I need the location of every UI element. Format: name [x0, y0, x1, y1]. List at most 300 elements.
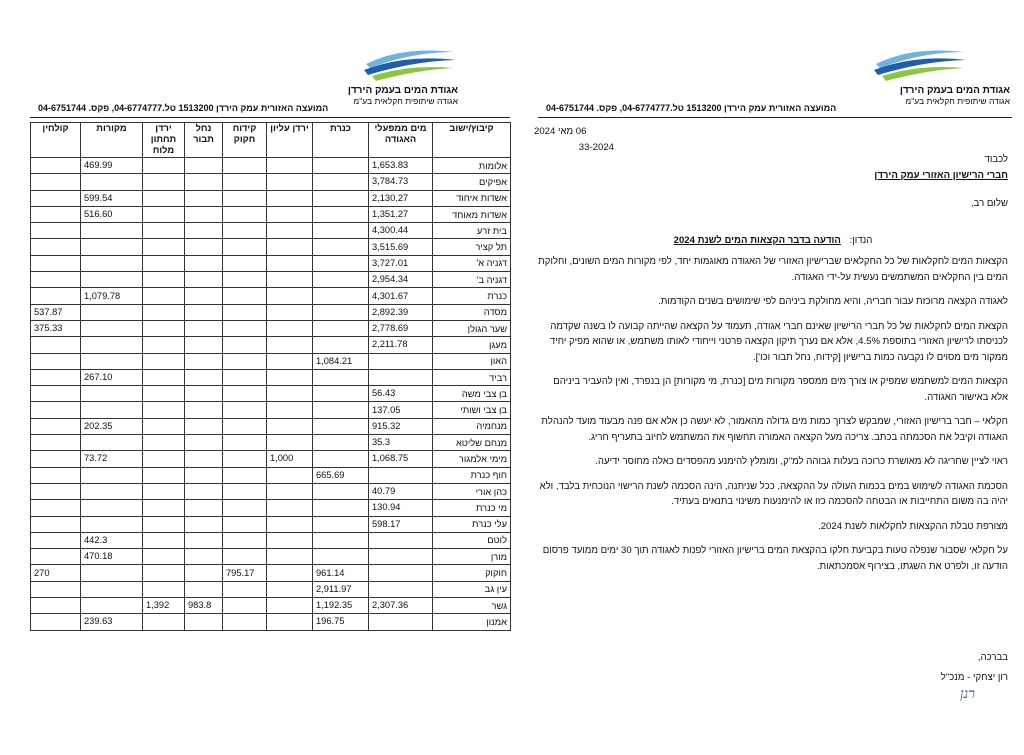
- value-cell: 442.3: [81, 532, 143, 548]
- table-row: [31, 206, 511, 222]
- value-cell: [143, 418, 185, 434]
- value-cell: [223, 549, 267, 565]
- signature-text: רנן: [960, 686, 975, 702]
- settlement-cell: לוטם: [433, 532, 511, 548]
- value-cell: [31, 288, 81, 304]
- value-cell: [223, 500, 267, 516]
- value-cell: [185, 223, 223, 239]
- value-cell: [313, 320, 369, 336]
- org-name: אגודת המים בעמק הירדן: [347, 85, 458, 96]
- value-cell: 196.75: [313, 614, 369, 630]
- value-cell: [313, 288, 369, 304]
- value-cell: [185, 158, 223, 174]
- value-cell: 1,351.27: [369, 206, 433, 222]
- value-cell: [31, 386, 81, 402]
- value-cell: [81, 386, 143, 402]
- letter-greeting: שלום רב,: [971, 198, 1008, 209]
- value-cell: [31, 369, 81, 385]
- value-cell: 202.35: [81, 418, 143, 434]
- settlement-cell: בן צבי משה: [433, 386, 511, 402]
- value-cell: [313, 206, 369, 222]
- value-cell: [267, 272, 313, 288]
- value-cell: [81, 581, 143, 597]
- value-cell: [267, 483, 313, 499]
- value-cell: [223, 467, 267, 483]
- table-row: [31, 255, 511, 271]
- value-cell: 56.43: [369, 386, 433, 402]
- value-cell: 470.18: [81, 549, 143, 565]
- value-cell: [185, 386, 223, 402]
- value-cell: [369, 581, 433, 597]
- table-row: [31, 353, 511, 369]
- table-row: [31, 598, 511, 614]
- table-row: [31, 483, 511, 499]
- value-cell: [223, 353, 267, 369]
- letter-reference: 33-2024: [578, 141, 614, 153]
- value-cell: [31, 516, 81, 532]
- value-cell: [143, 337, 185, 353]
- table-row: [31, 565, 511, 581]
- value-cell: [31, 467, 81, 483]
- column-header: ירדן תחתון מלוח: [143, 123, 185, 158]
- value-cell: [313, 239, 369, 255]
- value-cell: [313, 272, 369, 288]
- value-cell: [143, 223, 185, 239]
- value-cell: 3,515.69: [369, 239, 433, 255]
- value-cell: [185, 581, 223, 597]
- settlement-cell: עין גב: [433, 581, 511, 597]
- value-cell: 73.72: [81, 451, 143, 467]
- value-cell: [369, 467, 433, 483]
- org-subtitle: אגודה שיתופית חקלאית בע"מ: [905, 96, 1010, 106]
- value-cell: [143, 581, 185, 597]
- value-cell: [267, 435, 313, 451]
- value-cell: [223, 272, 267, 288]
- value-cell: [185, 435, 223, 451]
- value-cell: [267, 386, 313, 402]
- table-row: [31, 272, 511, 288]
- value-cell: [143, 320, 185, 336]
- value-cell: [81, 565, 143, 581]
- value-cell: [313, 451, 369, 467]
- value-cell: [31, 598, 81, 614]
- paragraph-1: הקצאות המים לחקלאות של כל החקלאים שברישיון האזורי של האגודה מאוגמות יחד, לפי מקורות המים השונים, וחלוקת המים בין החקלאים המשתמשים נעשית על-ידי האגודה.: [538, 256, 1008, 283]
- value-cell: [185, 451, 223, 467]
- value-cell: [267, 418, 313, 434]
- value-cell: [223, 337, 267, 353]
- value-cell: [81, 174, 143, 190]
- value-cell: [143, 369, 185, 385]
- value-cell: [313, 435, 369, 451]
- value-cell: 516.60: [81, 206, 143, 222]
- value-cell: [267, 320, 313, 336]
- addressee-to: לכבוד: [984, 154, 1008, 165]
- value-cell: 2,954.34: [369, 272, 433, 288]
- column-header: כנרת: [313, 123, 369, 158]
- value-cell: 2,130.27: [369, 190, 433, 206]
- value-cell: [313, 402, 369, 418]
- value-cell: [313, 223, 369, 239]
- value-cell: 598.17: [369, 516, 433, 532]
- value-cell: [267, 500, 313, 516]
- value-cell: 375.33: [31, 320, 81, 336]
- value-cell: [81, 272, 143, 288]
- column-header: קידוח חקוק: [223, 123, 267, 158]
- value-cell: [267, 223, 313, 239]
- value-cell: 2,911.97: [313, 581, 369, 597]
- value-cell: [31, 500, 81, 516]
- value-cell: [185, 516, 223, 532]
- value-cell: [31, 581, 81, 597]
- value-cell: [31, 239, 81, 255]
- value-cell: [143, 549, 185, 565]
- handwritten-signature: [960, 686, 975, 703]
- value-cell: [223, 174, 267, 190]
- table-row: [31, 581, 511, 597]
- value-cell: [143, 239, 185, 255]
- addressee-recipients: חברי הרישיון האזורי עמק הירדן: [874, 169, 1008, 181]
- column-header: מקורות: [81, 123, 143, 158]
- value-cell: [31, 223, 81, 239]
- letter-page: [520, 0, 1024, 755]
- value-cell: [313, 255, 369, 271]
- table-row: [31, 223, 511, 239]
- letter-subject: [538, 233, 1008, 249]
- value-cell: 1,000: [267, 451, 313, 467]
- value-cell: [81, 467, 143, 483]
- column-header: מים ממפעלי האגודה: [369, 123, 433, 158]
- value-cell: [81, 598, 143, 614]
- value-cell: [267, 158, 313, 174]
- value-cell: [143, 190, 185, 206]
- paragraph-4: הקצאות המים למשתמש שמפיק או צורך מים ממספר מקורות מים [כנרת, מי מקורות] הן בנפרד, ואין להעביר ביניהם אלא באישור האגודה.: [553, 376, 1008, 403]
- value-cell: [185, 337, 223, 353]
- settlement-cell: בן צבי ושותי: [433, 402, 511, 418]
- value-cell: [185, 272, 223, 288]
- value-cell: [369, 565, 433, 581]
- value-cell: [185, 418, 223, 434]
- table-row: [31, 500, 511, 516]
- settlement-cell: כנרת: [433, 288, 511, 304]
- value-cell: 35.3: [369, 435, 433, 451]
- table-row: [31, 320, 511, 336]
- value-cell: [31, 402, 81, 418]
- org-logo-icon: [362, 44, 458, 84]
- value-cell: 2,211.78: [369, 337, 433, 353]
- value-cell: [313, 190, 369, 206]
- settlement-cell: חוקוק: [433, 565, 511, 581]
- value-cell: [185, 174, 223, 190]
- org-name: אגודת המים בעמק הירדן: [899, 85, 1010, 96]
- value-cell: [267, 369, 313, 385]
- settlement-cell: אשדות מאוחד: [433, 206, 511, 222]
- contact-line: המועצה האזורית עמק הירדן 1513200 טל.04-6774777, פקס. 04-6751744: [38, 103, 329, 113]
- settlement-cell: מעגן: [433, 337, 511, 353]
- value-cell: [81, 483, 143, 499]
- org-caption: [308, 86, 458, 106]
- value-cell: [143, 255, 185, 271]
- value-cell: [223, 223, 267, 239]
- value-cell: [369, 549, 433, 565]
- table-row: [31, 386, 511, 402]
- value-cell: [143, 532, 185, 548]
- value-cell: [143, 467, 185, 483]
- value-cell: [267, 516, 313, 532]
- value-cell: 4,300.44: [369, 223, 433, 239]
- value-cell: [81, 239, 143, 255]
- value-cell: [223, 483, 267, 499]
- value-cell: [143, 402, 185, 418]
- value-cell: 270: [31, 565, 81, 581]
- value-cell: 599.54: [81, 190, 143, 206]
- value-cell: [31, 255, 81, 271]
- value-cell: 239.63: [81, 614, 143, 630]
- table-row: [31, 239, 511, 255]
- value-cell: [267, 614, 313, 630]
- value-cell: 915.32: [369, 418, 433, 434]
- table-row: [31, 467, 511, 483]
- value-cell: [31, 614, 81, 630]
- settlement-cell: מימי אלמגור: [433, 451, 511, 467]
- value-cell: [223, 158, 267, 174]
- value-cell: 130.94: [369, 500, 433, 516]
- value-cell: 795.17: [223, 565, 267, 581]
- value-cell: [185, 500, 223, 516]
- paragraph-7: הסכמת האגודה לשימוש במים בכמות העולה על ההקצאה, ככל שניתנה, הינה הסכמה לשנת הרישוי הנוכחית בלבד, ולא יהיה בה משום התחייבות או הבטחה להסכמה כזו או להימנעות משינוי בתנאים בעתיד.: [539, 480, 1008, 507]
- value-cell: 3,784.73: [369, 174, 433, 190]
- value-cell: [267, 255, 313, 271]
- value-cell: [31, 451, 81, 467]
- value-cell: [81, 223, 143, 239]
- value-cell: [143, 483, 185, 499]
- value-cell: [185, 532, 223, 548]
- value-cell: [143, 451, 185, 467]
- settlement-cell: מי כנרת: [433, 500, 511, 516]
- value-cell: [223, 304, 267, 320]
- value-cell: [313, 174, 369, 190]
- table-row: [31, 402, 511, 418]
- settlement-cell: אמנון: [433, 614, 511, 630]
- org-logo-icon: [872, 44, 968, 84]
- value-cell: [267, 304, 313, 320]
- value-cell: 2,778.69: [369, 320, 433, 336]
- subject-prefix: הנדון:: [849, 235, 873, 246]
- column-header: נחל תבור: [185, 123, 223, 158]
- paragraph-5: חקלאי – חבר ברישיון האזורי, שמבקש לצרוך כמות מים גדולה מהאמור, לא יעשה כן אלא אם פנה מבעוד מועד להנהלת האגודה וקיבל את הסכמתה בכתב. צריכה מעל הקצאה האמורה תחשוף את המשתמש לחיוב בתעריף חריג.: [541, 416, 1008, 443]
- value-cell: [185, 288, 223, 304]
- table-row: [31, 516, 511, 532]
- table-row: [31, 614, 511, 630]
- letter-addressee: [708, 152, 1008, 183]
- value-cell: [313, 549, 369, 565]
- table-row: [31, 418, 511, 434]
- value-cell: [313, 369, 369, 385]
- value-cell: 137.05: [369, 402, 433, 418]
- letter-closing: בברכה,: [977, 652, 1008, 663]
- value-cell: 1,084.21: [313, 353, 369, 369]
- paragraph-9: על חקלאי שסבור שנפלה טעות בקביעת חלקו בהקצאת המים ברישיון האזורי לפנות לאגודה תוך 30 ימים ממועד פרסום הודעה זו, ולפרט את השגתו, בצירוף אסמכתאות.: [542, 545, 1008, 572]
- value-cell: [81, 500, 143, 516]
- value-cell: [143, 516, 185, 532]
- value-cell: [223, 402, 267, 418]
- table-header-row: [31, 123, 511, 158]
- value-cell: 1,192.35: [313, 598, 369, 614]
- column-header: קיבוץ/ישוב: [433, 123, 511, 158]
- value-cell: [267, 174, 313, 190]
- value-cell: [81, 435, 143, 451]
- table-row: [31, 304, 511, 320]
- value-cell: [31, 190, 81, 206]
- contact-line: המועצה האזורית עמק הירדן 1513200 טל.04-6774777, פקס. 04-6751744: [546, 103, 837, 113]
- paragraph-8: מצורפת טבלת ההקצאות לחקלאות לשנת 2024.: [818, 520, 1008, 532]
- value-cell: [267, 598, 313, 614]
- value-cell: [143, 158, 185, 174]
- value-cell: 3,727.01: [369, 255, 433, 271]
- value-cell: [31, 532, 81, 548]
- value-cell: [143, 386, 185, 402]
- value-cell: [31, 174, 81, 190]
- value-cell: [223, 516, 267, 532]
- table-row: [31, 532, 511, 548]
- value-cell: [81, 353, 143, 369]
- value-cell: [143, 288, 185, 304]
- value-cell: [223, 320, 267, 336]
- value-cell: 537.87: [31, 304, 81, 320]
- settlement-cell: מנחמיה: [433, 418, 511, 434]
- value-cell: [31, 418, 81, 434]
- value-cell: 2,892.39: [369, 304, 433, 320]
- value-cell: [313, 516, 369, 532]
- column-header: קולחין: [31, 123, 81, 158]
- value-cell: [267, 337, 313, 353]
- value-cell: [223, 206, 267, 222]
- settlement-cell: אפיקים: [433, 174, 511, 190]
- value-cell: [143, 304, 185, 320]
- value-cell: [267, 190, 313, 206]
- header-divider: [538, 117, 1012, 118]
- value-cell: [267, 581, 313, 597]
- value-cell: [223, 239, 267, 255]
- value-cell: [31, 158, 81, 174]
- value-cell: [267, 549, 313, 565]
- settlement-cell: מורן: [433, 549, 511, 565]
- table-row: [31, 190, 511, 206]
- letter-body: [538, 254, 1008, 583]
- settlement-cell: כהן אורי: [433, 483, 511, 499]
- value-cell: 961.14: [313, 565, 369, 581]
- table-row: [31, 435, 511, 451]
- value-cell: 469.99: [81, 158, 143, 174]
- settlement-cell: דגניה ב': [433, 272, 511, 288]
- settlement-cell: אשדות איחוד: [433, 190, 511, 206]
- table-row: [31, 451, 511, 467]
- value-cell: 267.10: [81, 369, 143, 385]
- settlement-cell: בית זרע: [433, 223, 511, 239]
- table-row: [31, 288, 511, 304]
- allocation-table: [30, 122, 511, 631]
- value-cell: [185, 353, 223, 369]
- value-cell: [313, 500, 369, 516]
- value-cell: [223, 598, 267, 614]
- header-divider: [30, 117, 510, 118]
- value-cell: [185, 565, 223, 581]
- value-cell: [267, 467, 313, 483]
- settlement-cell: עלי כנרת: [433, 516, 511, 532]
- paragraph-2: לאגודה הקצאה מרוכזת עבור חבריה, והיא מחולקת ביניהם לפי שימושים בשנים הקודמות.: [658, 296, 1008, 307]
- value-cell: 2,307.36: [369, 598, 433, 614]
- value-cell: 983.8: [185, 598, 223, 614]
- value-cell: 1,653.83: [369, 158, 433, 174]
- settlement-cell: אלומות: [433, 158, 511, 174]
- table-row: [31, 158, 511, 174]
- value-cell: [31, 435, 81, 451]
- paragraph-3: הקצאת המים לחקלאות של כל חברי הרישיון שאינם חברי אגודה, תעמוד על הקצאה שהייתה קבועה לו בשנה שקדמה לכניסתו לרישיון האזורי בתוספת 4.5%, אלא אם נערך תיקון הקצאה פרטני וייחודי לאותו משתמש, או שהוא מפיק יחיד ממקור מים מסוים לו נקבעה כמות ברישיון [קידוח, נחל תבור וכו'].: [549, 320, 1008, 363]
- value-cell: [223, 369, 267, 385]
- value-cell: [185, 304, 223, 320]
- value-cell: [81, 402, 143, 418]
- value-cell: [369, 532, 433, 548]
- column-header: ירדן עליון: [267, 123, 313, 158]
- value-cell: 1,392: [143, 598, 185, 614]
- table-row: [31, 174, 511, 190]
- value-cell: [143, 614, 185, 630]
- value-cell: [267, 206, 313, 222]
- settlement-cell: תל קציר: [433, 239, 511, 255]
- subject-title: הודעה בדבר הקצאות המים לשנת 2024: [673, 235, 841, 246]
- value-cell: [369, 614, 433, 630]
- value-cell: [223, 190, 267, 206]
- value-cell: [143, 206, 185, 222]
- value-cell: [313, 483, 369, 499]
- value-cell: 4,301.67: [369, 288, 433, 304]
- settlement-cell: חוף כנרת: [433, 467, 511, 483]
- value-cell: [185, 549, 223, 565]
- value-cell: [31, 206, 81, 222]
- value-cell: [185, 320, 223, 336]
- value-cell: [267, 239, 313, 255]
- settlement-cell: מנחם שליטא: [433, 435, 511, 451]
- value-cell: [223, 386, 267, 402]
- value-cell: [223, 451, 267, 467]
- value-cell: [143, 353, 185, 369]
- value-cell: [313, 337, 369, 353]
- value-cell: [223, 581, 267, 597]
- value-cell: [267, 565, 313, 581]
- value-cell: [31, 337, 81, 353]
- value-cell: [81, 337, 143, 353]
- value-cell: [143, 174, 185, 190]
- value-cell: [31, 272, 81, 288]
- value-cell: [81, 304, 143, 320]
- value-cell: [185, 467, 223, 483]
- value-cell: 665.69: [313, 467, 369, 483]
- value-cell: [31, 483, 81, 499]
- settlement-cell: מסדה: [433, 304, 511, 320]
- value-cell: [267, 353, 313, 369]
- value-cell: [81, 320, 143, 336]
- value-cell: [267, 402, 313, 418]
- value-cell: [223, 418, 267, 434]
- value-cell: [185, 369, 223, 385]
- settlement-cell: האון: [433, 353, 511, 369]
- settlement-cell: גשר: [433, 598, 511, 614]
- value-cell: [313, 386, 369, 402]
- value-cell: [185, 614, 223, 630]
- value-cell: [223, 435, 267, 451]
- value-cell: 1,079.78: [81, 288, 143, 304]
- value-cell: [185, 483, 223, 499]
- value-cell: [369, 369, 433, 385]
